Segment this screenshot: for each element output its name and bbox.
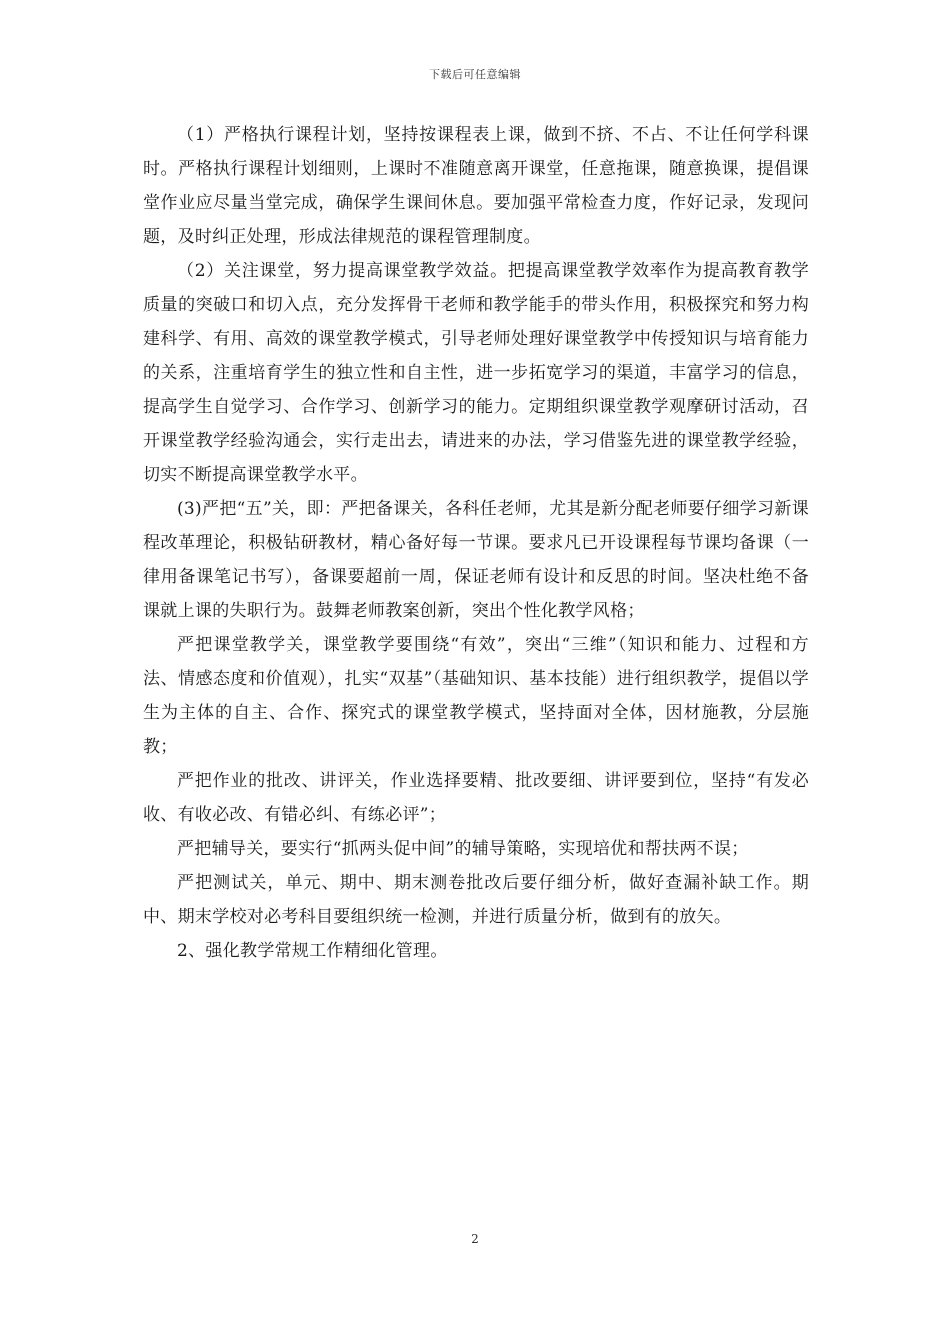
document-body bbox=[143, 118, 809, 968]
paragraph-6: 严把辅导关，要实行“抓两头促中间”的辅导策略，实现培优和帮扶两不误； bbox=[177, 839, 749, 859]
page-header: 下载后可任意编辑 bbox=[429, 68, 521, 81]
paragraph-3: (3)严把“五”关，即：严把备课关，各科任老师，尤其是新分配老师要仔细学习新课程改革理论，积极钻研教材，精心备好每一节课。要求凡已开设课程每节课均备课（一律用备课笔记书写），备课要超前一周，保证老师有设计和反思的时间。坚决杜绝不备课就上课的失职行为。鼓舞老师教案创新，突出个性化教学风格； bbox=[143, 499, 809, 621]
paragraph-1: （1）严格执行课程计划，坚持按课程表上课，做到不挤、不占、不让任何学科课时。严格执行课程计划细则，上课时不准随意离开课堂，任意拖课，随意换课，提倡课堂作业应尽量当堂完成，确保学生课间休息。要加强平常检查力度，作好记录，发现问题，及时纠正处理，形成法律规范的课程管理制度。 bbox=[143, 125, 809, 247]
paragraph-8: 2、强化教学常规工作精细化管理。 bbox=[177, 941, 448, 961]
page-number: 2 bbox=[471, 1232, 479, 1246]
paragraph-7: 严把测试关，单元、期中、期末测卷批改后要仔细分析，做好查漏补缺工作。期中、期末学校对必考科目要组织统一检测，并进行质量分析，做到有的放矢。 bbox=[143, 873, 809, 927]
paragraph-4: 严把课堂教学关，课堂教学要围绕“有效”，突出“三维”（知识和能力、过程和方法、情感态度和价值观），扎实“双基”（基础知识、基本技能）进行组织教学，提倡以学生为主体的自主、合作、探究式的课堂教学模式，坚持面对全体，因材施教，分层施教； bbox=[143, 635, 809, 757]
paragraph-2: （2）关注课堂，努力提高课堂教学效益。把提高课堂教学效率作为提高教育教学质量的突破口和切入点，充分发挥骨干老师和教学能手的带头作用，积极探究和努力构建科学、有用、高效的课堂教学模式，引导老师处理好课堂教学中传授知识与培育能力的关系，注重培育学生的独立性和自主性，进一步拓宽学习的渠道，丰富学习的信息，提高学生自觉学习、合作学习、创新学习的能力。定期组织课堂教学观摩研讨活动，召开课堂教学经验沟通会，实行走出去，请进来的办法，学习借鉴先进的课堂教学经验，切实不断提高课堂教学水平。 bbox=[143, 261, 809, 485]
paragraph-5: 严把作业的批改、讲评关，作业选择要精、批改要细、讲评要到位，坚持“有发必收、有收必改、有错必纠、有练必评”； bbox=[143, 771, 809, 825]
